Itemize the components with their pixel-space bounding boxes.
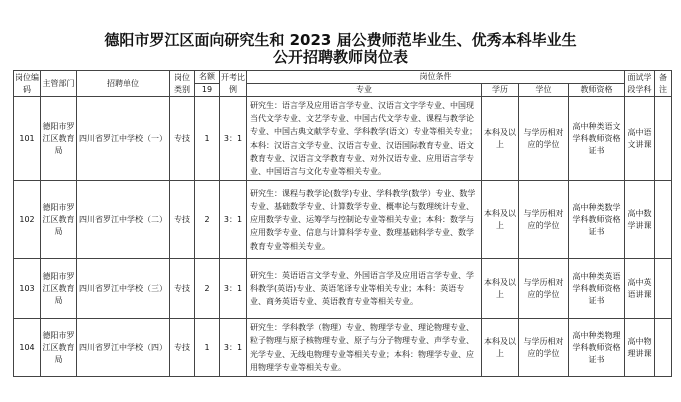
header-quota-total: 19 (195, 84, 220, 97)
exam-ratio: 3：1 (220, 97, 247, 181)
header-conditions: 岗位条件 (247, 71, 625, 84)
document-title (0, 0, 681, 66)
unit: 四川省罗江中学校（二） (77, 181, 170, 259)
quota: 1 (195, 319, 220, 377)
header-category: 岗位类别 (170, 71, 195, 97)
post-code: 103 (14, 259, 41, 319)
post-code: 102 (14, 181, 41, 259)
header-interview: 面试学段学科 (625, 71, 655, 97)
qualification: 高中种类语文学科教师资格证书 (569, 97, 625, 181)
exam-ratio: 3：1 (220, 259, 247, 319)
major-requirements: 研究生：英语语言文学专业、外国语言学及应用语言学专业、学科教学(英语)专业、英语笔译专业等相关专业；本科：英语专业、商务英语专业、英语教育专业等相关专业。 (247, 259, 482, 319)
header-degree: 学位 (519, 84, 569, 97)
interview-subject: 高中英语讲课 (625, 259, 655, 319)
table-row (14, 319, 672, 377)
education: 本科及以上 (482, 319, 519, 377)
unit: 四川省罗江中学校（一） (77, 97, 170, 181)
post-code: 101 (14, 97, 41, 181)
dept: 德阳市罗江区教育局 (41, 319, 77, 377)
interview-subject: 高中数学讲课 (625, 181, 655, 259)
remark (655, 319, 672, 377)
category: 专技 (170, 319, 195, 377)
interview-subject: 高中语文讲课 (625, 97, 655, 181)
education: 本科及以上 (482, 181, 519, 259)
exam-ratio: 3：1 (220, 181, 247, 259)
major-requirements: 研究生：课程与教学论(数学)专业、学科教学(数学）专业、数学专业、基础数学专业、计算数学专业、概率论与数理统计专业、应用数学专业、运筹学与控制论专业等相关专业；本科：数学与应用数学专业、信息与计算科学专业、数理基础科学专业、数学教育专业等相关专业。 (247, 181, 482, 259)
major-requirements: 研究生：语言学及应用语言学专业、汉语言文字学专业、中国现当代文学专业、文艺学专业、中国古代文学专业、课程与教学论专业、中国古典文献学专业、学科教学(语文）专业等相关专业；本科：汉语言文学专业、汉语言专业、汉语国际教育专业、语文教育专业、汉语言文学教育专业、对外汉语专业、应用语言学专业、中国语言与文化专业等相关专业。 (247, 97, 482, 181)
remark (655, 181, 672, 259)
dept: 德阳市罗江区教育局 (41, 97, 77, 181)
header-unit: 招聘单位 (77, 71, 170, 97)
remark (655, 97, 672, 181)
unit: 四川省罗江中学校（四） (77, 319, 170, 377)
degree: 与学历相对应的学位 (519, 259, 569, 319)
qualification: 高中种类物理学科教师资格证书 (569, 319, 625, 377)
dept: 德阳市罗江区教育局 (41, 181, 77, 259)
quota: 2 (195, 259, 220, 319)
header-quota: 名额 (195, 71, 220, 84)
degree: 与学历相对应的学位 (519, 181, 569, 259)
category: 专技 (170, 97, 195, 181)
title-line-1: 德阳市罗江区面向研究生和 2023 届公费师范毕业生、优秀本科毕业生 (104, 31, 577, 49)
header-post-code: 岗位编码 (14, 71, 41, 97)
post-code: 104 (14, 319, 41, 377)
quota: 1 (195, 97, 220, 181)
quota: 2 (195, 181, 220, 259)
header-education: 学历 (482, 84, 519, 97)
header-dept: 主管部门 (41, 71, 77, 97)
table-row (14, 181, 672, 259)
remark (655, 259, 672, 319)
major-requirements: 研究生：学科教学（物理）专业、物理学专业、理论物理专业、粒子物理与原子核物理专业、原子与分子物理专业、声学专业、光学专业、无线电物理专业等相关专业；本科：物理学专业、应用物理学专业等相关专业。 (247, 319, 482, 377)
qualification: 高中种类英语学科教师资格证书 (569, 259, 625, 319)
education: 本科及以上 (482, 97, 519, 181)
table-row (14, 97, 672, 181)
dept: 德阳市罗江区教育局 (41, 259, 77, 319)
degree: 与学历相对应的学位 (519, 97, 569, 181)
qualification: 高中种类数学学科教师资格证书 (569, 181, 625, 259)
positions-table (13, 70, 672, 377)
education: 本科及以上 (482, 259, 519, 319)
title-line-2: 公开招聘教师岗位表 (272, 48, 408, 66)
interview-subject: 高中物理讲课 (625, 319, 655, 377)
category: 专技 (170, 259, 195, 319)
degree: 与学历相对应的学位 (519, 319, 569, 377)
header-qualification: 教师资格 (569, 84, 625, 97)
header-major: 专业 (247, 84, 482, 97)
header-remark: 备注 (655, 71, 672, 97)
exam-ratio: 3：1 (220, 319, 247, 377)
header-exam-ratio: 开考比例 (220, 71, 247, 97)
unit: 四川省罗江中学校（三） (77, 259, 170, 319)
table-row (14, 259, 672, 319)
category: 专技 (170, 181, 195, 259)
